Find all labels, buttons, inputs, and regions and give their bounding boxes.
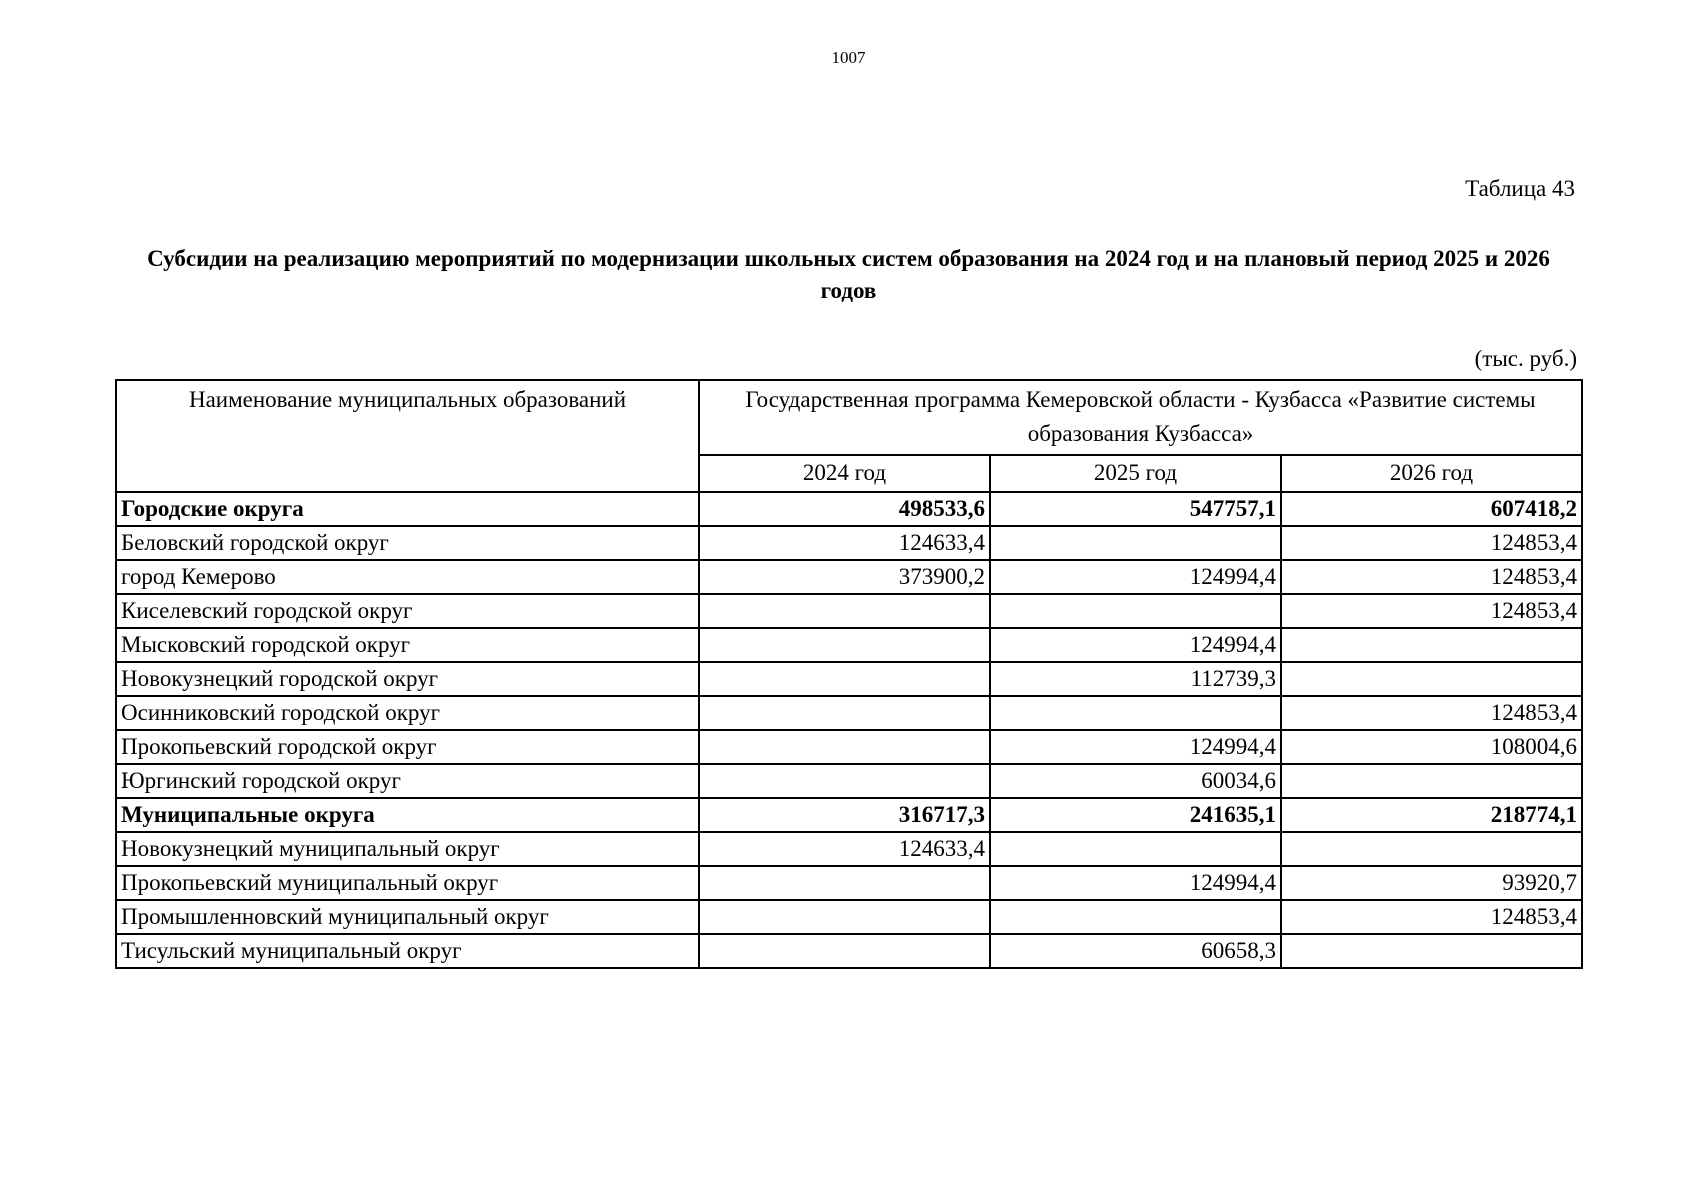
value-2025-cell: 60658,3: [990, 934, 1281, 968]
value-2024-cell: [699, 594, 990, 628]
value-2026-cell: [1281, 832, 1582, 866]
subsidies-table: [115, 379, 1583, 969]
municipality-name-cell: Прокопьевский муниципальный округ: [116, 866, 699, 900]
municipality-name-cell: Новокузнецкий городской округ: [116, 662, 699, 696]
value-2024-cell: 124633,4: [699, 832, 990, 866]
value-2025-cell: 124994,4: [990, 628, 1281, 662]
value-2026-cell: 124853,4: [1281, 526, 1582, 560]
table-row: [116, 832, 1582, 866]
value-2026-cell: 124853,4: [1281, 900, 1582, 934]
table-body: [116, 492, 1582, 968]
table-row: [116, 900, 1582, 934]
value-2026-cell: 607418,2: [1281, 492, 1582, 526]
value-2026-cell: [1281, 628, 1582, 662]
value-2026-cell: 124853,4: [1281, 696, 1582, 730]
value-2025-cell: [990, 594, 1281, 628]
municipality-name-cell: Киселевский городской округ: [116, 594, 699, 628]
value-2024-cell: [699, 900, 990, 934]
table-group-row: [116, 798, 1582, 832]
table-label: Таблица 43: [1465, 176, 1575, 201]
units-label: (тыс. руб.): [1474, 346, 1577, 371]
table-row: [116, 662, 1582, 696]
value-2026-cell: [1281, 764, 1582, 798]
value-2025-cell: [990, 526, 1281, 560]
value-2025-cell: [990, 696, 1281, 730]
value-2025-cell: 547757,1: [990, 492, 1281, 526]
municipality-name-cell: Городские округа: [116, 492, 699, 526]
value-2026-cell: 124853,4: [1281, 594, 1582, 628]
municipality-name-cell: Прокопьевский городской округ: [116, 730, 699, 764]
municipality-name-cell: Беловский городской округ: [116, 526, 699, 560]
value-2025-cell: 124994,4: [990, 866, 1281, 900]
table-row: [116, 934, 1582, 968]
value-2025-cell: 60034,6: [990, 764, 1281, 798]
table-group-row: [116, 492, 1582, 526]
value-2025-cell: 124994,4: [990, 730, 1281, 764]
municipality-name-cell: Муниципальные округа: [116, 798, 699, 832]
table-row: [116, 866, 1582, 900]
municipality-name-cell: Тисульский муниципальный округ: [116, 934, 699, 968]
value-2024-cell: 316717,3: [699, 798, 990, 832]
value-2025-cell: [990, 832, 1281, 866]
value-2024-cell: 498533,6: [699, 492, 990, 526]
value-2024-cell: 373900,2: [699, 560, 990, 594]
value-2024-cell: [699, 696, 990, 730]
municipality-name-cell: город Кемерово: [116, 560, 699, 594]
value-2024-cell: [699, 934, 990, 968]
value-2025-cell: 241635,1: [990, 798, 1281, 832]
value-2024-cell: [699, 628, 990, 662]
value-2024-cell: [699, 730, 990, 764]
table-row: [116, 594, 1582, 628]
municipality-name-cell: Осинниковский городской округ: [116, 696, 699, 730]
value-2026-cell: 124853,4: [1281, 560, 1582, 594]
table-header-row: [116, 380, 1582, 455]
value-2024-cell: [699, 662, 990, 696]
header-name-column: Наименование муниципальных образований: [116, 380, 699, 492]
value-2025-cell: 112739,3: [990, 662, 1281, 696]
municipality-name-cell: Новокузнецкий муниципальный округ: [116, 832, 699, 866]
header-year-2025: 2025 год: [990, 455, 1281, 492]
value-2024-cell: [699, 866, 990, 900]
municipality-name-cell: Мысковский городской округ: [116, 628, 699, 662]
value-2026-cell: [1281, 662, 1582, 696]
value-2025-cell: 124994,4: [990, 560, 1281, 594]
header-program: Государственная программа Кемеровской области - Кузбасса «Развитие системы образования Кузбасса»: [699, 380, 1582, 455]
value-2026-cell: 93920,7: [1281, 866, 1582, 900]
value-2026-cell: 108004,6: [1281, 730, 1582, 764]
document-title: Субсидии на реализацию мероприятий по модернизации школьных систем образования на 2024 год и на плановый период 2025 и 2026 годов: [147, 246, 1550, 303]
table-row: [116, 696, 1582, 730]
municipality-name-cell: Юргинский городской округ: [116, 764, 699, 798]
table-row: [116, 526, 1582, 560]
value-2026-cell: 218774,1: [1281, 798, 1582, 832]
header-year-2026: 2026 год: [1281, 455, 1582, 492]
municipality-name-cell: Промышленновский муниципальный округ: [116, 900, 699, 934]
header-year-2024: 2024 год: [699, 455, 990, 492]
table-row: [116, 628, 1582, 662]
table-row: [116, 764, 1582, 798]
table-row: [116, 730, 1582, 764]
value-2024-cell: 124633,4: [699, 526, 990, 560]
table-row: [116, 560, 1582, 594]
value-2026-cell: [1281, 934, 1582, 968]
value-2024-cell: [699, 764, 990, 798]
page-number: 1007: [831, 48, 866, 67]
value-2025-cell: [990, 900, 1281, 934]
